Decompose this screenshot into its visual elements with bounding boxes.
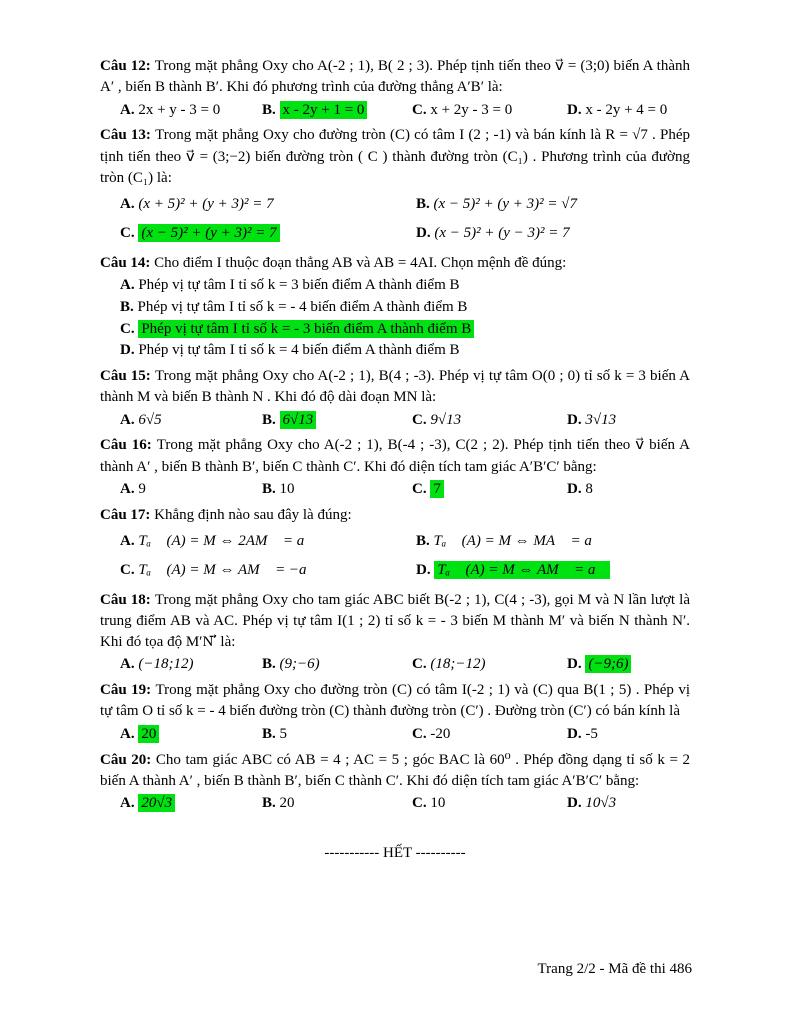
option-text: Phép vị tự tâm I tỉ số k = - 3 biến điểm A thành điểm B	[138, 320, 474, 338]
option-label: A.	[120, 277, 135, 294]
option-label: B.	[416, 533, 430, 550]
option-label: C.	[412, 725, 427, 742]
option-text: Phép vị tự tâm I tỉ số k = - 4 biến điểm A thành điểm B	[137, 298, 468, 315]
answer-option	[120, 410, 262, 432]
question-block	[100, 366, 690, 431]
option-text: (x − 5)² + (y + 3)² = 7	[138, 224, 279, 242]
option-text: 20	[138, 725, 159, 743]
question-block	[100, 435, 690, 500]
option-text: (−9;6)	[585, 655, 631, 673]
option-text: x - 2y + 4 = 0	[585, 101, 668, 118]
answer-option	[416, 527, 690, 556]
question-body: Cho điểm I thuộc đoạn thẳng AB và AB = 4AI. Chọn mệnh đề đúng:	[154, 254, 567, 271]
option-label: D.	[416, 562, 431, 579]
question-number: Câu 12:	[100, 58, 155, 74]
option-text: (18;−12)	[430, 656, 486, 673]
option-label: C.	[412, 480, 427, 497]
question-body: Trong mặt phẳng Oxy cho đường tròn (C) có tâm I(-2 ; 1) và (C) qua B(1 ; 5) . Phép vị tự tâm O tỉ số k = - 4 biến đường tròn (C) thành đường tròn (C′) . Đường tròn (C′) có bán kính là	[100, 682, 690, 720]
options-group	[120, 410, 690, 432]
question-text	[100, 125, 690, 189]
question-text	[100, 505, 690, 526]
answer-option	[416, 556, 690, 585]
option-label: D.	[567, 656, 582, 673]
question-block	[100, 750, 690, 815]
answer-option	[120, 275, 690, 297]
answer-option	[120, 793, 262, 815]
options-group	[120, 527, 690, 586]
option-label: D.	[120, 342, 135, 359]
answer-option	[120, 319, 690, 341]
answer-option	[120, 556, 416, 585]
option-text: Phép vị tự tâm I tỉ số k = 3 biến điểm A thành điểm B	[138, 277, 460, 294]
question-number: Câu 18:	[100, 591, 155, 608]
question-text	[100, 590, 690, 654]
option-label: C.	[412, 101, 427, 118]
question-body: Cho tam giác ABC có AB = 4 ; AC = 5 ; góc BAC là 60⁰ . Phép đồng dạng tỉ số k = 2 biến A thành A′ , biến B thành B′, biến C thành C′. Khi đó diện tích tam giác A′B′C′ bằng:	[100, 751, 690, 789]
option-label: D.	[567, 101, 582, 118]
question-text	[100, 750, 690, 793]
options-group	[120, 100, 690, 122]
answer-option	[120, 654, 262, 676]
option-text: 20	[279, 795, 295, 812]
answer-option	[262, 100, 412, 122]
question-number: Câu 15:	[100, 368, 155, 385]
option-text: 2x + y - 3 = 0	[138, 101, 221, 118]
question-number: Câu 20:	[100, 751, 156, 768]
option-text: 8	[585, 480, 593, 497]
question-block	[100, 590, 690, 677]
option-label: A.	[120, 480, 135, 497]
options-group	[120, 479, 690, 501]
option-text: -20	[430, 725, 451, 742]
question-body: Trong mặt phẳng Oxy cho A(-2 ; 1), B( 2 ; 3). Phép tịnh tiến theo v⃗ = (3;0) biến A thành A′ , biến B thành B′. Khi đó phương trình của đường thẳng A′B′ là:	[100, 58, 690, 96]
option-label: B.	[262, 656, 276, 673]
question-block	[100, 56, 690, 121]
option-label: A.	[120, 196, 135, 213]
option-label: B.	[262, 480, 276, 497]
end-marker: ----------- HẾT ----------	[324, 844, 466, 861]
answer-option	[120, 724, 262, 746]
answer-option	[262, 654, 412, 676]
option-label: B.	[262, 725, 276, 742]
question-number: Câu 14:	[100, 254, 155, 271]
question-block	[100, 125, 690, 248]
option-text: Phép vị tự tâm I tỉ số k = 4 biến điểm A thành điểm B	[138, 342, 460, 359]
question-body: Trong mặt phẳng Oxy cho A(-2 ; 1), B(4 ; -3). Phép vị tự tâm O(0 ; 0) tỉ số k = 3 biến A thành M và biến B thành N . Khi đó độ dài đoạn MN là:	[100, 368, 691, 406]
question-text	[100, 680, 690, 723]
option-label: A.	[120, 656, 135, 673]
answer-option	[567, 793, 690, 815]
options-group	[120, 654, 690, 676]
question-body: Trong mặt phẳng Oxy cho A(-2 ; 1), B(-4 ; -3), C(2 ; 2). Phép tịnh tiến theo v⃗ biến A thành A′ , biến B thành B′, biến C thành C′. Khi đó diện tích tam giác A′B′C′ bằng:	[100, 437, 690, 475]
options-group	[120, 275, 690, 362]
answer-option	[412, 724, 567, 746]
question-body: Trong mặt phẳng Oxy cho tam giác ABC biết B(-2 ; 1), C(4 ; -3), gọi M và N lần lượt là trung điểm AB và AC. Phép vị tự tâm I(1 ; 2) tỉ số k = - 3 biến M thành M′ và biến N thành N′. Khi đó tọa độ M′N′⃗ là:	[100, 591, 690, 651]
answer-option	[120, 340, 690, 362]
option-label: A.	[120, 725, 135, 742]
option-text: (x − 5)² + (y + 3)² = √7	[433, 196, 578, 213]
option-label: D.	[567, 795, 582, 812]
option-label: C.	[412, 795, 427, 812]
option-text: 7	[430, 480, 444, 498]
answer-option	[412, 100, 567, 122]
option-text: 20√3	[138, 794, 175, 812]
answer-option	[416, 219, 690, 248]
question-text	[100, 253, 690, 274]
option-text: 6√5	[138, 411, 162, 428]
option-text: (x + 5)² + (y + 3)² = 7	[138, 196, 274, 213]
option-label: D.	[567, 725, 582, 742]
question-body: Trong mặt phẳng Oxy cho đường tròn (C) có tâm I (2 ; -1) và bán kính là R = √7 . Phép tịnh tiến theo v⃗ = (3;−2) biến đường tròn ( C ) thành đường tròn (C₁) . Phương trình của đường tròn (C₁) là:	[100, 127, 691, 186]
option-label: D.	[567, 411, 582, 428]
question-body: Khẳng định nào sau đây là đúng:	[154, 506, 352, 523]
option-text: x - 2y + 1 = 0	[280, 101, 368, 119]
options-group	[120, 190, 690, 249]
option-label: B.	[416, 196, 430, 213]
option-text: -5	[585, 725, 598, 742]
question-number: Câu 19:	[100, 682, 156, 699]
option-label: C.	[120, 562, 135, 579]
option-text: 3√13	[585, 411, 617, 428]
option-label: A.	[120, 411, 135, 428]
question-text	[100, 56, 690, 99]
option-label: C.	[120, 225, 135, 242]
option-label: D.	[416, 225, 431, 242]
question-text	[100, 366, 690, 409]
answer-option	[262, 479, 412, 501]
option-label: B.	[262, 411, 276, 428]
answer-option	[567, 479, 690, 501]
option-label: A.	[120, 101, 135, 118]
option-text: 6√13	[280, 411, 317, 429]
option-text: (9;−6)	[279, 656, 320, 673]
answer-option	[120, 219, 416, 248]
option-text: 10	[279, 480, 295, 497]
option-text: Tₐ⃗ (A) = M ⇔ 2AM⃗ = a⃗	[138, 533, 316, 550]
answer-option	[567, 100, 690, 122]
page-footer: Trang 2/2 - Mã đề thi 486	[537, 961, 692, 977]
option-label: A.	[120, 533, 135, 550]
option-text: Tₐ⃗ (A) = M ⇔ MA⃗ = a⃗	[433, 533, 604, 550]
question-text	[100, 435, 690, 478]
answer-option	[412, 654, 567, 676]
answer-option	[567, 410, 690, 432]
answer-option	[412, 793, 567, 815]
option-label: B.	[262, 101, 276, 118]
answer-option	[262, 724, 412, 746]
options-group	[120, 724, 690, 746]
question-number: Câu 17:	[100, 506, 155, 523]
option-label: B.	[120, 298, 134, 315]
question-number: Câu 16:	[100, 437, 157, 454]
answer-option	[412, 410, 567, 432]
option-text: (−18;12)	[138, 656, 194, 673]
answer-option	[120, 297, 690, 319]
option-label: C.	[412, 656, 427, 673]
answer-option	[567, 654, 690, 676]
question-list	[100, 56, 690, 815]
option-label: B.	[262, 795, 276, 812]
answer-option	[416, 190, 690, 219]
option-text: 9√13	[430, 411, 462, 428]
option-text: Tₐ⃗ (A) = M ⇔ AM⃗ = a⃗	[434, 561, 610, 579]
answer-option	[120, 190, 416, 219]
options-group	[120, 793, 690, 815]
option-label: C.	[120, 320, 135, 337]
answer-option	[120, 479, 262, 501]
answer-option	[412, 479, 567, 501]
option-label: A.	[120, 795, 135, 812]
option-text: Tₐ⃗ (A) = M ⇔ AM⃗ = −a⃗	[138, 562, 319, 579]
option-label: C.	[412, 411, 427, 428]
option-text: x + 2y - 3 = 0	[430, 101, 513, 118]
question-block	[100, 253, 690, 362]
option-text: 9	[138, 480, 146, 497]
option-label: D.	[567, 480, 582, 497]
answer-option	[567, 724, 690, 746]
option-text: 5	[279, 725, 288, 742]
answer-option	[120, 527, 416, 556]
option-text: 10	[430, 795, 446, 812]
answer-option	[262, 410, 412, 432]
question-number: Câu 13:	[100, 127, 156, 144]
question-block	[100, 680, 690, 745]
option-text: (x − 5)² + (y − 3)² = 7	[434, 225, 570, 242]
question-block	[100, 505, 690, 586]
answer-option	[120, 100, 262, 122]
answer-option	[262, 793, 412, 815]
option-text: 10√3	[585, 795, 617, 812]
